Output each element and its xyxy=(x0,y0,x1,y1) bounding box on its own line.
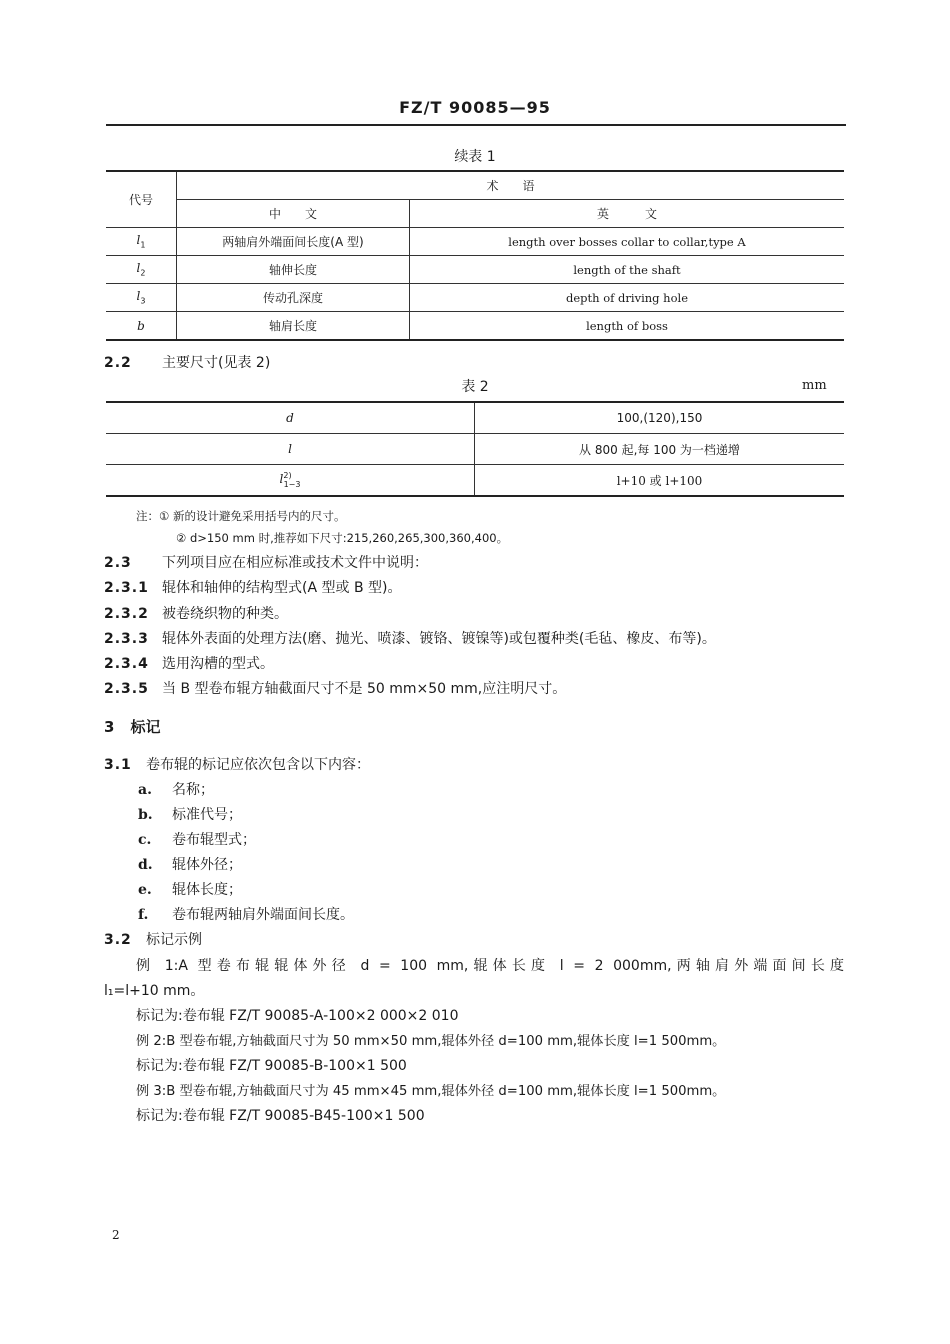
table-row: l 从 800 起,每 100 为一档递增 xyxy=(106,434,844,465)
row-en: length of the shaft xyxy=(410,256,845,284)
section-2-3-3: 2.3.3 辊体外表面的处理方法(磨、抛光、喷漆、镀铬、镀镍等)或包覆种类(毛毡、橡皮、布等)。 xyxy=(104,631,716,647)
example-2-mark: 标记为:卷布辊 FZ/T 90085-B-100×1 500 xyxy=(136,1058,407,1074)
terms-table xyxy=(106,170,844,341)
row-symbol: b xyxy=(137,318,145,333)
note-1: 注：① 新的设计避免采用括号内的尺寸。 xyxy=(136,509,346,523)
row-cn: 轴伸长度 xyxy=(177,256,410,284)
table2-title: 表 2 xyxy=(461,379,489,395)
row-value: 从 800 起,每 100 为一档递增 xyxy=(475,434,845,465)
section-2-3-5: 2.3.5 当 B 型卷布辊方轴截面尺寸不是 50 mm×50 mm,应注明尺寸。 xyxy=(104,681,567,697)
list-item: a. 名称； xyxy=(138,782,214,798)
table-row: $l^{2)}_{1-3}$ l+10 或 l+100 xyxy=(106,465,844,497)
table-row: $l_2$ 轴伸长度 length of the shaft xyxy=(106,256,844,284)
section-3-1: 3.1 卷布辊的标记应依次包含以下内容： xyxy=(104,757,370,773)
col-term-header: 术 语 xyxy=(177,171,845,200)
header-rule xyxy=(106,124,846,126)
section-2-2: 2.2 主要尺寸(见表 2) xyxy=(104,355,271,371)
col-en-header: 英 文 xyxy=(410,200,845,228)
table-row: $l_1$ 两轴肩外端面间长度(A 型) length over bosses collar to collar,type A xyxy=(106,228,844,256)
row-en: length over bosses collar to collar,type A xyxy=(410,228,845,256)
table2-unit: mm xyxy=(802,378,827,393)
list-item: b. 标准代号； xyxy=(138,807,242,823)
list-item: f. 卷布辊两轴肩外端面间长度。 xyxy=(138,907,354,923)
row-symbol: l xyxy=(136,261,141,276)
section-2-3: 2.3 下列项目应在相应标准或技术文件中说明： xyxy=(104,555,428,571)
row-symbol: l xyxy=(136,289,141,304)
list-item: d. 辊体外径； xyxy=(138,857,242,873)
row-cn: 两轴肩外端面间长度(A 型) xyxy=(177,228,410,256)
example-1-mark: 标记为:卷布辊 FZ/T 90085-A-100×2 000×2 010 xyxy=(136,1008,459,1024)
example-2: 例 2:B 型卷布辊,方轴截面尺寸为 50 mm×50 mm,辊体外径 d=100 mm,辊体长度 l=1 500mm。 xyxy=(136,1034,726,1049)
table-row xyxy=(106,312,844,341)
page-number: 2 xyxy=(112,1228,120,1242)
example-1-line-2: l₁=l+10 mm。 xyxy=(104,983,205,999)
table1-title: 续表 1 xyxy=(454,149,496,165)
dimensions-table xyxy=(106,401,844,497)
example-3-mark: 标记为:卷布辊 FZ/T 90085-B45-100×1 500 xyxy=(136,1108,425,1124)
section-2-3-2: 2.3.2 被卷绕织物的种类。 xyxy=(104,606,288,622)
section-2-3-4: 2.3.4 选用沟槽的型式。 xyxy=(104,656,274,672)
row-value: l+10 或 l+100 xyxy=(475,465,845,497)
table-row: $l_3$ 传动孔深度 depth of driving hole xyxy=(106,284,844,312)
row-en: depth of driving hole xyxy=(410,284,845,312)
example-3: 例 3:B 型卷布辊,方轴截面尺寸为 45 mm×45 mm,辊体外径 d=100 mm,辊体长度 l=1 500mm。 xyxy=(136,1084,726,1099)
section-3-2: 3.2 标记示例 xyxy=(104,932,202,948)
section-3-heading: 3 标记 xyxy=(104,718,161,736)
row-value: 100,(120),150 xyxy=(616,411,703,425)
list-item: e. 辊体长度； xyxy=(138,882,242,898)
section-2-3-1: 2.3.1 辊体和轴伸的结构型式(A 型或 B 型)。 xyxy=(104,580,402,596)
row-cn: 传动孔深度 xyxy=(177,284,410,312)
table-row: d 100,(120),150 xyxy=(106,402,844,434)
example-1-line-1: 例 1:A 型卷布辊辊体外径 d = 100 mm,辊体长度 l = 2 000mm,两轴肩外端面间长度 xyxy=(136,958,844,974)
row-cn: 轴肩长度 xyxy=(177,312,410,341)
list-item: c. 卷布辊型式； xyxy=(138,832,256,848)
standard-code: FZ/T 90085—95 xyxy=(399,98,551,117)
col-cn-header: 中 文 xyxy=(177,200,410,228)
row-symbol: l xyxy=(136,233,141,248)
note-2: ② d>150 mm 时,推荐如下尺寸:215,260,265,300,360,400。 xyxy=(176,531,509,545)
col-code-header: 代号 xyxy=(106,171,177,228)
row-en: length of boss xyxy=(410,312,845,341)
